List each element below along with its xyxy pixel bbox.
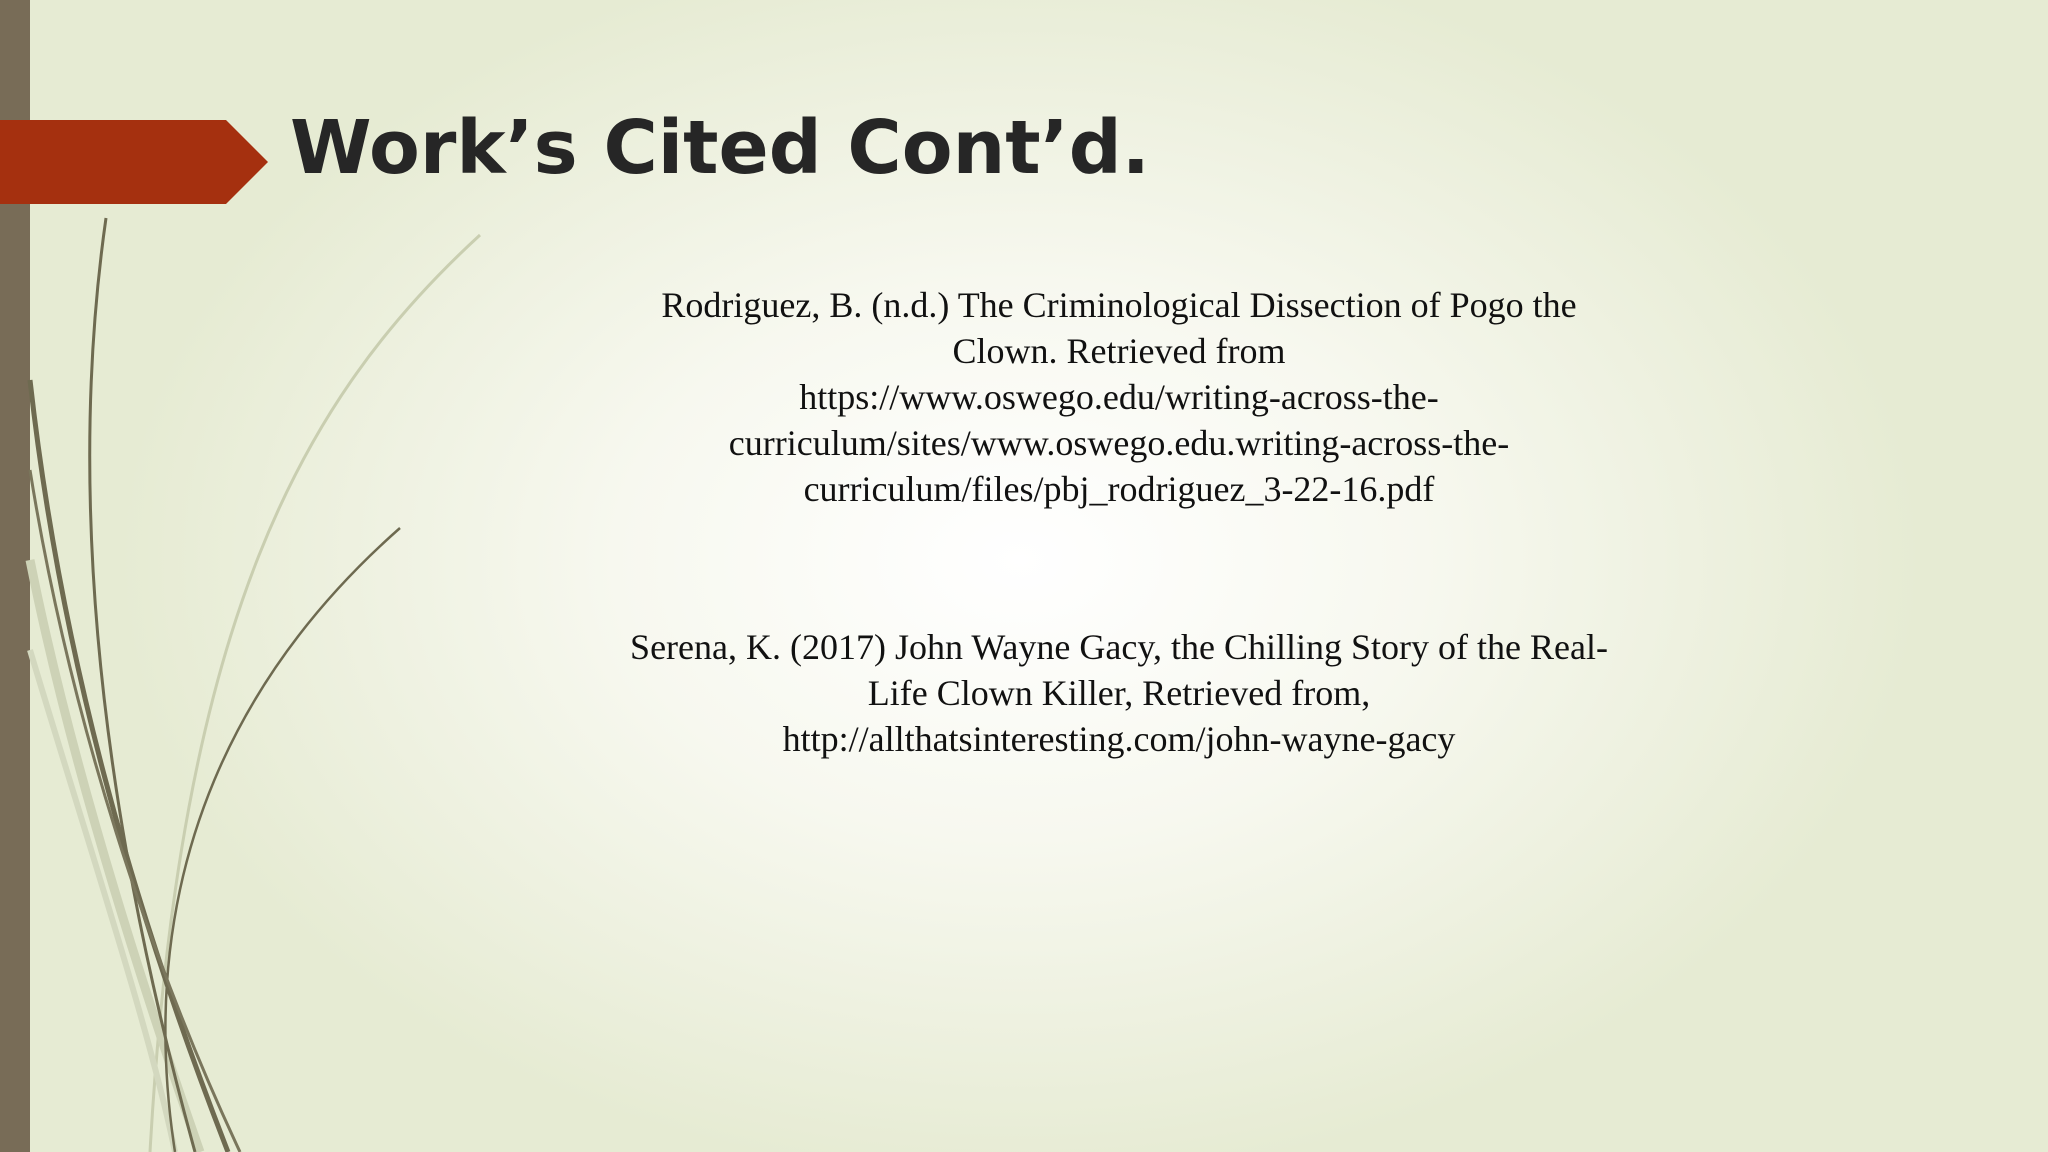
citation-line: Life Clown Killer, Retrieved from, xyxy=(867,673,1371,713)
citation-line: https://www.oswego.edu/writing-across-the- xyxy=(799,377,1439,417)
stem-light-3 xyxy=(30,650,175,1152)
stem-light-2 xyxy=(30,560,200,1152)
slide-title: Work’s Cited Cont’d. xyxy=(290,105,1150,191)
title-arrow-shape xyxy=(0,120,268,204)
citation-serena xyxy=(560,624,1678,762)
citation-line: Rodriguez, B. (n.d.) The Criminological Dissection of Pogo the xyxy=(661,285,1577,325)
stem-4 xyxy=(30,470,240,1152)
citation-line: Clown. Retrieved from xyxy=(952,331,1286,371)
citation-line: curriculum/sites/www.oswego.edu.writing-across-the- xyxy=(728,423,1510,463)
citation-line: Serena, K. (2017) John Wayne Gacy, the Chilling Story of the Real- xyxy=(630,627,1608,667)
citation-rodriguez xyxy=(560,282,1678,512)
stem-light-1 xyxy=(150,235,480,1152)
citation-line: curriculum/files/pbj_rodriguez_3-22-16.pdf xyxy=(803,469,1435,509)
citation-line: http://allthatsinteresting.com/john-wayne-gacy xyxy=(782,719,1456,759)
citations-list xyxy=(560,282,1678,762)
stem-3 xyxy=(165,528,400,1152)
